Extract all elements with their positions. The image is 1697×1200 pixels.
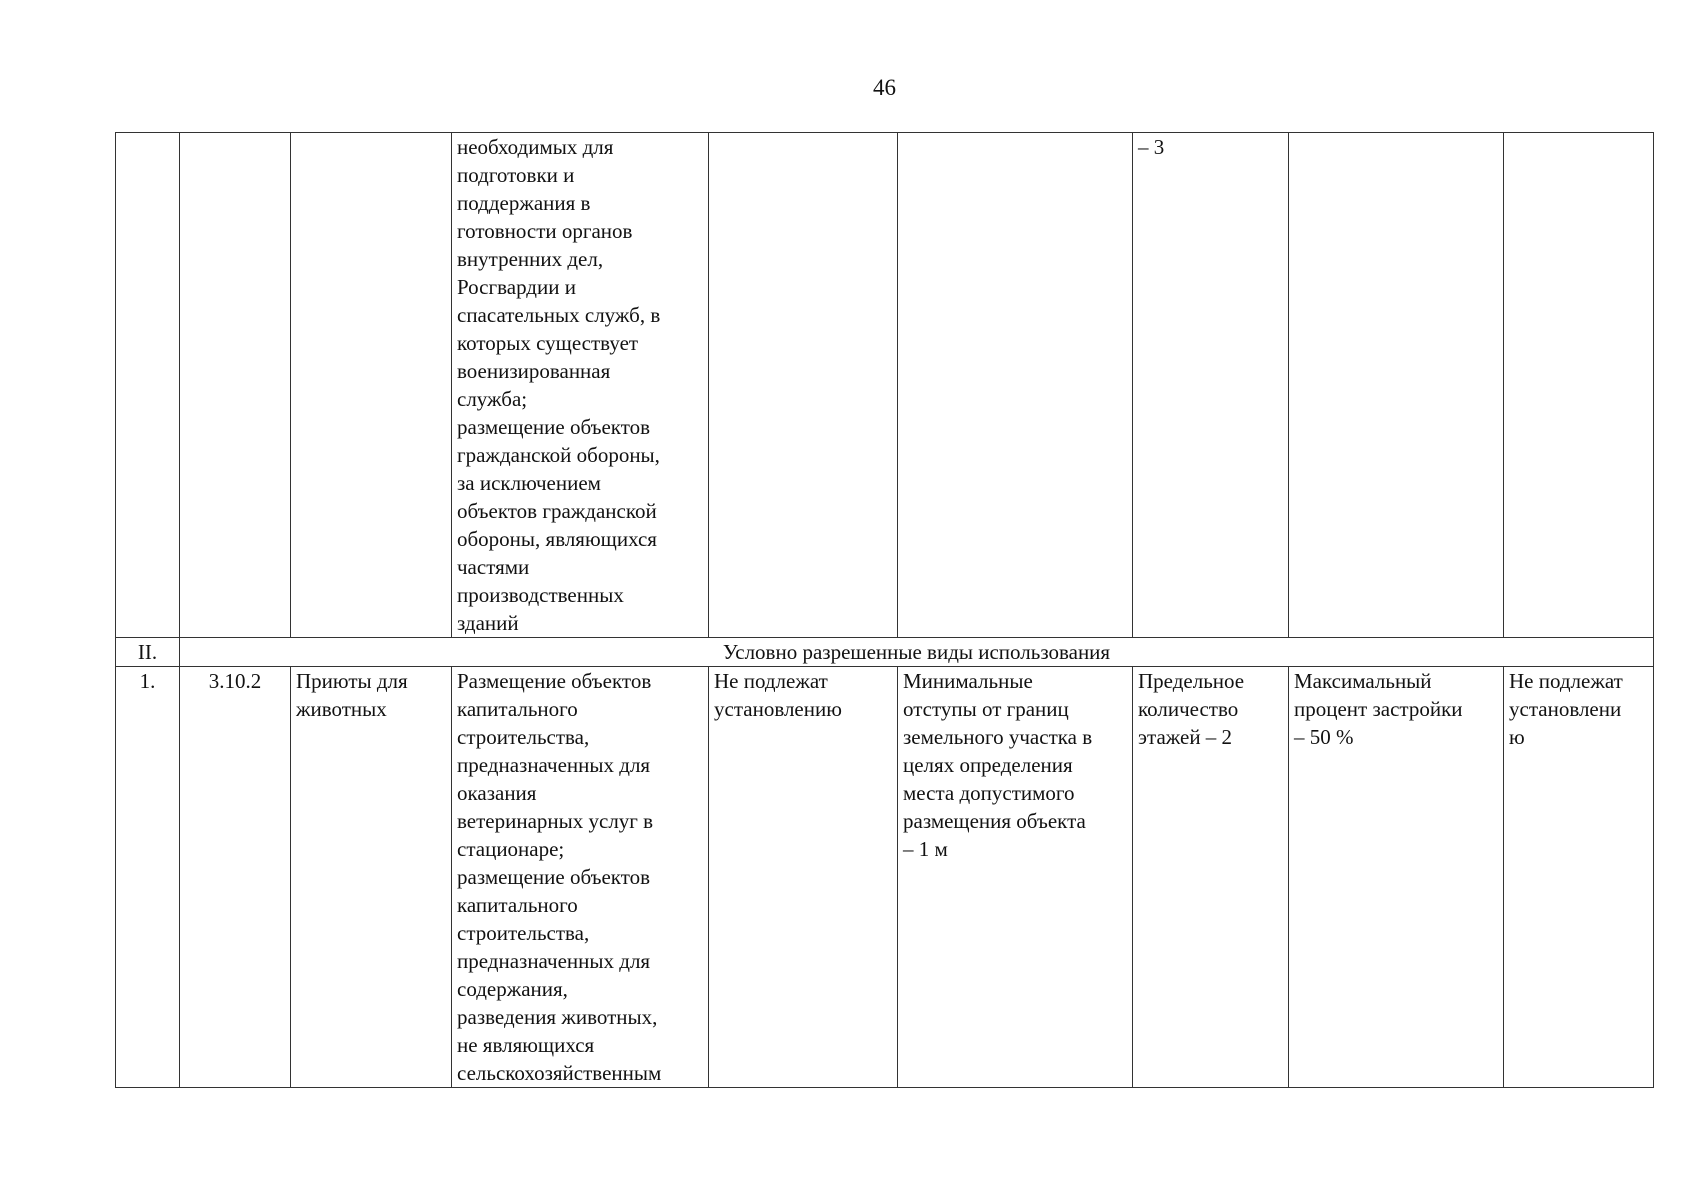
cell-number: [116, 133, 180, 638]
cell-name: Приюты для животных: [291, 667, 452, 1088]
page-number: 46: [873, 75, 896, 100]
cell-floors: Предельное количество этажей – 2: [1133, 667, 1289, 1088]
cell-code: 3.10.2: [180, 667, 291, 1088]
cell-setbacks: [898, 133, 1133, 638]
cell-other: Не подлежат установлени ю: [1504, 667, 1654, 1088]
cell-description: необходимых для подготовки и поддержания в готовности органов внутренних дел, Росгвардии и спасательных служб, в которых существует военизированная служба; размещение объектов гражданской обороны, за исключением объектов гражданской обороны, являющихся частями производственных зданий: [452, 133, 709, 638]
cell-plot-size: Не подлежат установлению: [709, 667, 898, 1088]
table-row-continuation: [116, 133, 1654, 638]
cell-setbacks: Минимальные отступы от границ земельного участка в целях определения места допустимого размещения объекта – 1 м: [898, 667, 1133, 1088]
cell-floors: – 3: [1133, 133, 1289, 638]
section-number: II.: [116, 638, 180, 667]
regulations-table: [115, 132, 1654, 1088]
cell-description: Размещение объектов капитального строительства, предназначенных для оказания ветеринарных услуг в стационаре; размещение объектов капитального строительства, предназначенных для содержания, разведения животных, не являющихся сельскохозяйственным: [452, 667, 709, 1088]
table-row-section: [116, 638, 1654, 667]
cell-coverage: [1289, 133, 1504, 638]
cell-other: [1504, 133, 1654, 638]
cell-coverage: Максимальный процент застройки – 50 %: [1289, 667, 1504, 1088]
cell-number: 1.: [116, 667, 180, 1088]
cell-plot-size: [709, 133, 898, 638]
cell-code: [180, 133, 291, 638]
section-title: Условно разрешенные виды использования: [180, 638, 1654, 667]
table-row-entry: [116, 667, 1654, 1088]
cell-name: [291, 133, 452, 638]
